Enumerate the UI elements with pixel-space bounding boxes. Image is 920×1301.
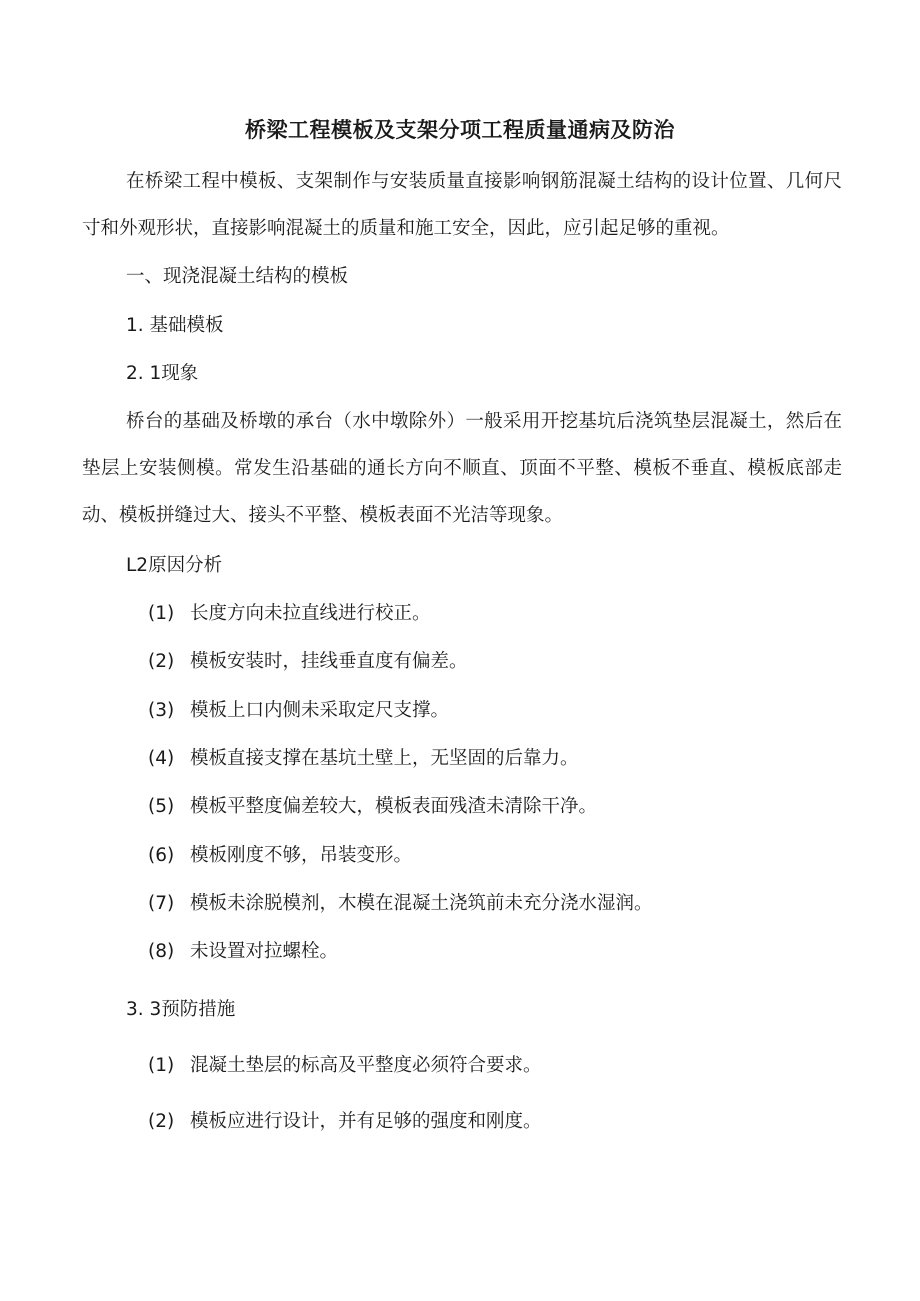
list-item-number: (4) [148,748,175,769]
list-item-text: 模板应进行设计，并有足够的强度和刚度。 [190,1111,542,1132]
subsection-heading-phenomenon: 2. 1现象 [126,363,199,384]
list-item-number: (7) [148,893,175,914]
phenomenon-paragraph: 桥台的基础及桥墩的承台（水中墩除外）一般采用开挖基坑后浇筑垫层混凝土，然后在垫层上安装侧模。常发生沿基础的通长方向不顺直、顶面不平整、模板不垂直、模板底部走动、模板拼缝过大、接头不平整、模板表面不光洁等现象。 [82,411,842,526]
list-item-number: (1) [148,1055,175,1076]
list-item-text: 模板直接支撑在基坑土壁上，无坚固的后靠力。 [190,748,579,769]
list-item-number: (6) [148,845,175,866]
list-item-text: 长度方向未拉直线进行校正。 [190,603,431,624]
list-item-number: (3) [148,700,175,721]
list-item-text: 模板安装时，挂线垂直度有偏差。 [190,651,468,672]
intro-paragraph: 在桥梁工程中模板、支架制作与安装质量直接影响钢筋混凝土结构的设计位置、几何尺寸和外观形状，直接影响混凝土的质量和施工安全，因此，应引起足够的重视。 [82,171,842,239]
section-heading: 一、现浇混凝土结构的模板 [126,266,349,287]
subsection-heading-foundation: 1. 基础模板 [126,315,224,336]
list-item [148,650,468,674]
list-item-text: 模板未涂脱模剂，木模在混凝土浇筑前未充分浇水湿润。 [190,893,653,914]
list-item-number: (2) [148,1111,175,1132]
list-item-number: (8) [148,941,175,962]
list-item-number: (5) [148,796,175,817]
list-item-text: 模板刚度不够，吊装变形。 [190,845,413,866]
prevention-heading: 3. 3预防措施 [126,999,236,1020]
list-item-number: (1) [148,603,175,624]
list-item [148,699,449,723]
list-item-text: 模板上口内侧未采取定尺支撑。 [190,700,450,721]
list-item [148,844,412,868]
list-item [148,747,579,771]
list-item [148,892,653,916]
list-item [148,795,597,819]
list-item [148,940,338,964]
cause-analysis-heading: L2原因分析 [126,555,223,576]
list-item [148,1054,542,1078]
list-item-text: 模板平整度偏差较大，模板表面残渣未清除干净。 [190,796,598,817]
document-title: 桥梁工程模板及支架分项工程质量通病及防治 [245,118,675,142]
list-item [148,1110,542,1134]
list-item-number: (2) [148,651,175,672]
list-item-text: 混凝土垫层的标高及平整度必须符合要求。 [190,1055,542,1076]
list-item [148,602,431,626]
list-item-text: 未设置对拉螺栓。 [190,941,339,962]
